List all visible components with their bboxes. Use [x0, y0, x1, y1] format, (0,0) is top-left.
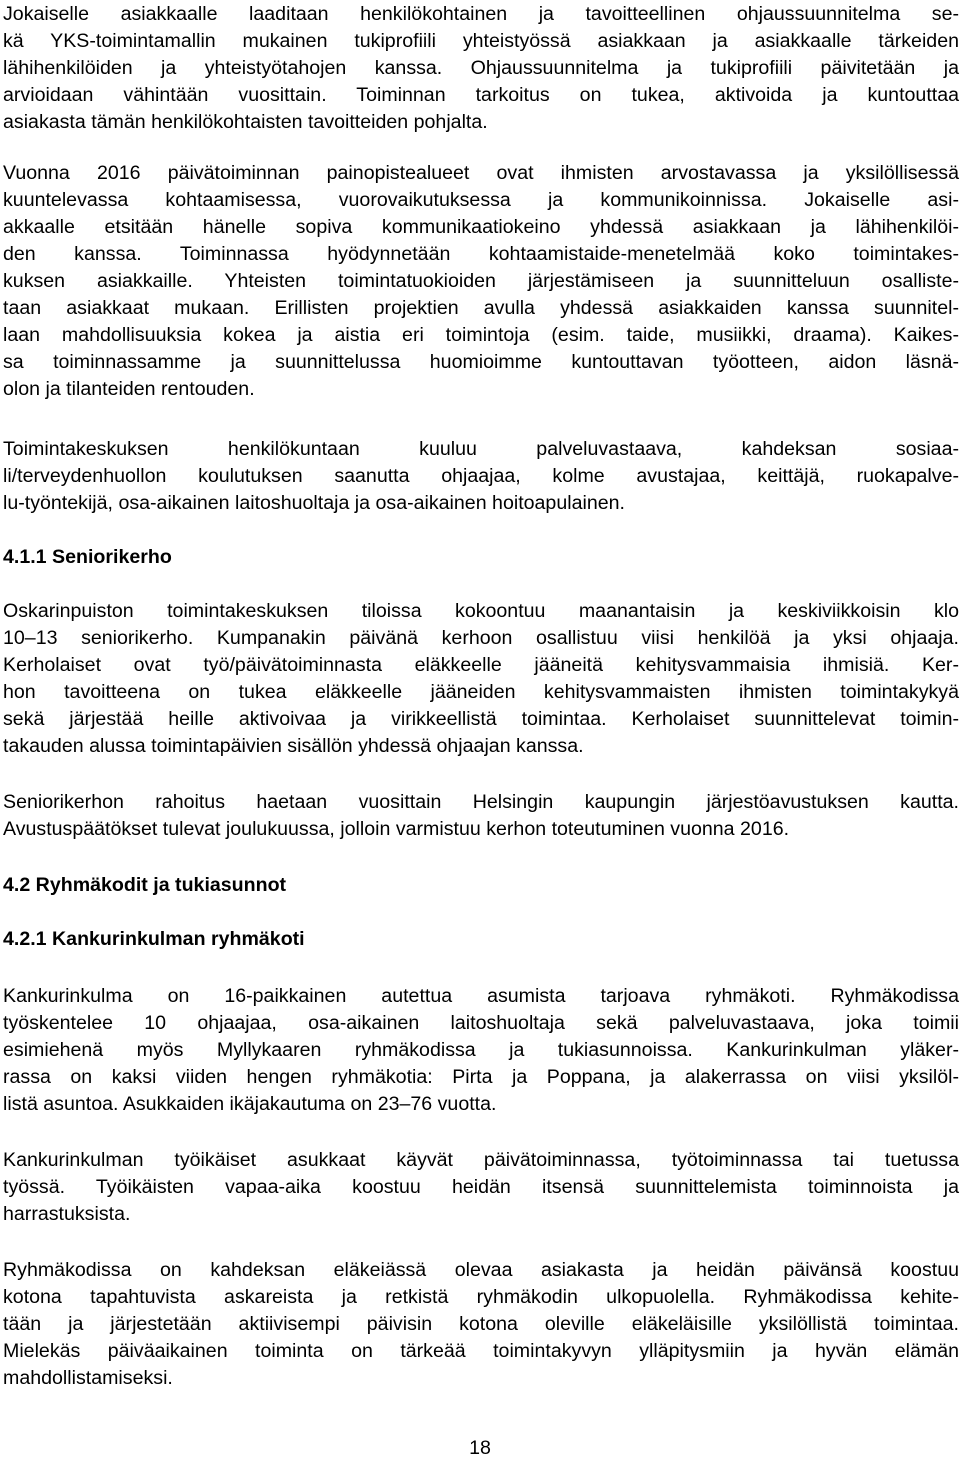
- text-line: mahdollistamiseksi.: [3, 1367, 173, 1389]
- text-line: akkaalle etsitään hänelle sopiva kommunikaatiokeino yhdessä asiakkaan ja lähihenkilöi-: [3, 216, 959, 238]
- text-line: Oskarinpuiston toimintakeskuksen tiloissa kokoontuu maanantaisin ja keskiviikkoisin klo: [3, 600, 959, 622]
- text-line: kuuntelevassa kohtaamisessa, vuorovaikutuksessa ja kommunikoinnissa. Jokaiselle asi-: [3, 189, 959, 211]
- text-line: tään ja järjestetään aktiivisempi päivisin kotona oleville eläkeläisille yksilöllistä toimintaa.: [3, 1313, 959, 1335]
- text-line: Jokaiselle asiakkaalle laaditaan henkilökohtainen ja tavoitteellinen ohjaussuunnitelma se-: [3, 3, 959, 25]
- text-line: olon ja tilanteiden rentouden.: [3, 378, 255, 400]
- text-line: listä asuntoa. Asukkaiden ikäjakautuma on 23–76 vuotta.: [3, 1093, 497, 1115]
- section-heading: 4.2 Ryhmäkodit ja tukiasunnot: [3, 874, 287, 896]
- text-line: kä YKS-toimintamallin mukainen tukiprofiili yhteistyössä asiakkaan ja asiakkaalle tärkeiden: [3, 30, 959, 52]
- text-line: asiakasta tämän henkilökohtaisten tavoitteiden pohjalta.: [3, 111, 488, 133]
- text-line: Seniorikerhon rahoitus haetaan vuosittain Helsingin kaupungin järjestöavustuksen kautta.: [3, 791, 959, 813]
- text-line: li/terveydenhuollon koulutuksen saanutta ohjaajaa, kolme avustajaa, keittäjä, ruokapalve-: [3, 465, 959, 487]
- text-line: Ryhmäkodissa on kahdeksan eläkeiässä olevaa asiakasta ja heidän päivänsä koostuu: [3, 1259, 959, 1281]
- text-line: 10–13 seniorikerho. Kumpanakin päivänä kerhoon osallistuu viisi henkilöä ja yksi ohjaaja.: [3, 627, 959, 649]
- text-line: takauden alussa toimintapäivien sisällön yhdessä ohjaajan kanssa.: [3, 735, 584, 757]
- subsection-heading: 4.2.1 Kankurinkulman ryhmäkoti: [3, 928, 305, 950]
- text-line: Kerholaiset ovat työ/päivätoiminnasta eläkkeelle jääneitä kehitysvammaisia ihmisiä. Ker-: [3, 654, 959, 676]
- text-line: den kanssa. Toiminnassa hyödynnetään kohtaamistaide-menetelmää koko toimintakes-: [3, 243, 959, 265]
- text-line: kuksen asiakkaille. Yhteisten toimintatuokioiden järjestämiseen ja suunnitteluun osalliste-: [3, 270, 959, 292]
- section-heading: 4.1.1 Seniorikerho: [3, 546, 172, 568]
- text-line: sekä järjestää heille aktivoivaa ja virikkeellistä toimintaa. Kerholaiset suunnittelevat toimin-: [3, 708, 959, 730]
- text-line: harrastuksista.: [3, 1203, 131, 1225]
- text-line: esimiehenä myös Myllykaaren ryhmäkodissa ja tukiasunnoissa. Kankurinkulman yläker-: [3, 1039, 959, 1061]
- text-line: taan asiakkaat mukaan. Erillisten projektien avulla yhdessä asiakkaiden kanssa suunnitel-: [3, 297, 959, 319]
- text-line: arvioidaan vähintään vuosittain. Toiminnan tarkoitus on tukea, aktivoida ja kuntouttaa: [3, 84, 959, 106]
- text-line: laan mahdollisuuksia kokea ja aistia eri toimintoja (esim. taide, musiikki, draama). Kaikes-: [3, 324, 959, 346]
- text-line: työssä. Työikäisten vapaa-aika koostuu heidän itsensä suunnittelemista toiminnoista ja: [3, 1176, 959, 1198]
- text-line: sa toiminnassamme ja suunnittelussa huomioimme kuntouttavan työotteen, aidon läsnä-: [3, 351, 959, 373]
- text-line: Toimintakeskuksen henkilökuntaan kuuluu palveluvastaava, kahdeksan sosiaa-: [3, 438, 959, 460]
- text-line: Mielekäs päiväaikainen toiminta on tärkeää toimintakyvyn ylläpitysmiin ja hyvän elämän: [3, 1340, 959, 1362]
- text-line: lähihenkilöiden ja yhteistyötahojen kanssa. Ohjaussuunnitelma ja tukiprofiili päivitetään ja: [3, 57, 959, 79]
- text-line: hon tavoitteena on tukea eläkkeelle jääneiden kehitysvammaisten ihmisten toimintakykyä: [3, 681, 959, 703]
- text-line: Vuonna 2016 päivätoiminnan painopistealueet ovat ihmisten arvostavassa ja yksilöllisessä: [3, 162, 959, 184]
- text-line: Avustuspäätökset tulevat joulukuussa, jolloin varmistuu kerhon toteutuminen vuonna 2016.: [3, 818, 790, 840]
- text-line: Kankurinkulman työikäiset asukkaat käyvät päivätoiminnassa, työtoiminnassa tai tuetussa: [3, 1149, 959, 1171]
- text-line: kotona tapahtuvista askareista ja retkistä ryhmäkodin ulkopuolella. Ryhmäkodissa kehite-: [3, 1286, 959, 1308]
- text-line: Kankurinkulma on 16-paikkainen autettua asumista tarjoava ryhmäkoti. Ryhmäkodissa: [3, 985, 959, 1007]
- text-line: rassa on kaksi viiden hengen ryhmäkotia: Pirta ja Poppana, ja alakerrassa on viisi yksilöl-: [3, 1066, 959, 1088]
- text-line: lu-työntekijä, osa-aikainen laitoshuoltaja ja osa-aikainen hoitoapulainen.: [3, 492, 625, 514]
- page-number: 18: [469, 1437, 491, 1459]
- text-line: työskentelee 10 ohjaajaa, osa-aikainen laitoshuoltaja sekä palveluvastaava, joka toimii: [3, 1012, 959, 1034]
